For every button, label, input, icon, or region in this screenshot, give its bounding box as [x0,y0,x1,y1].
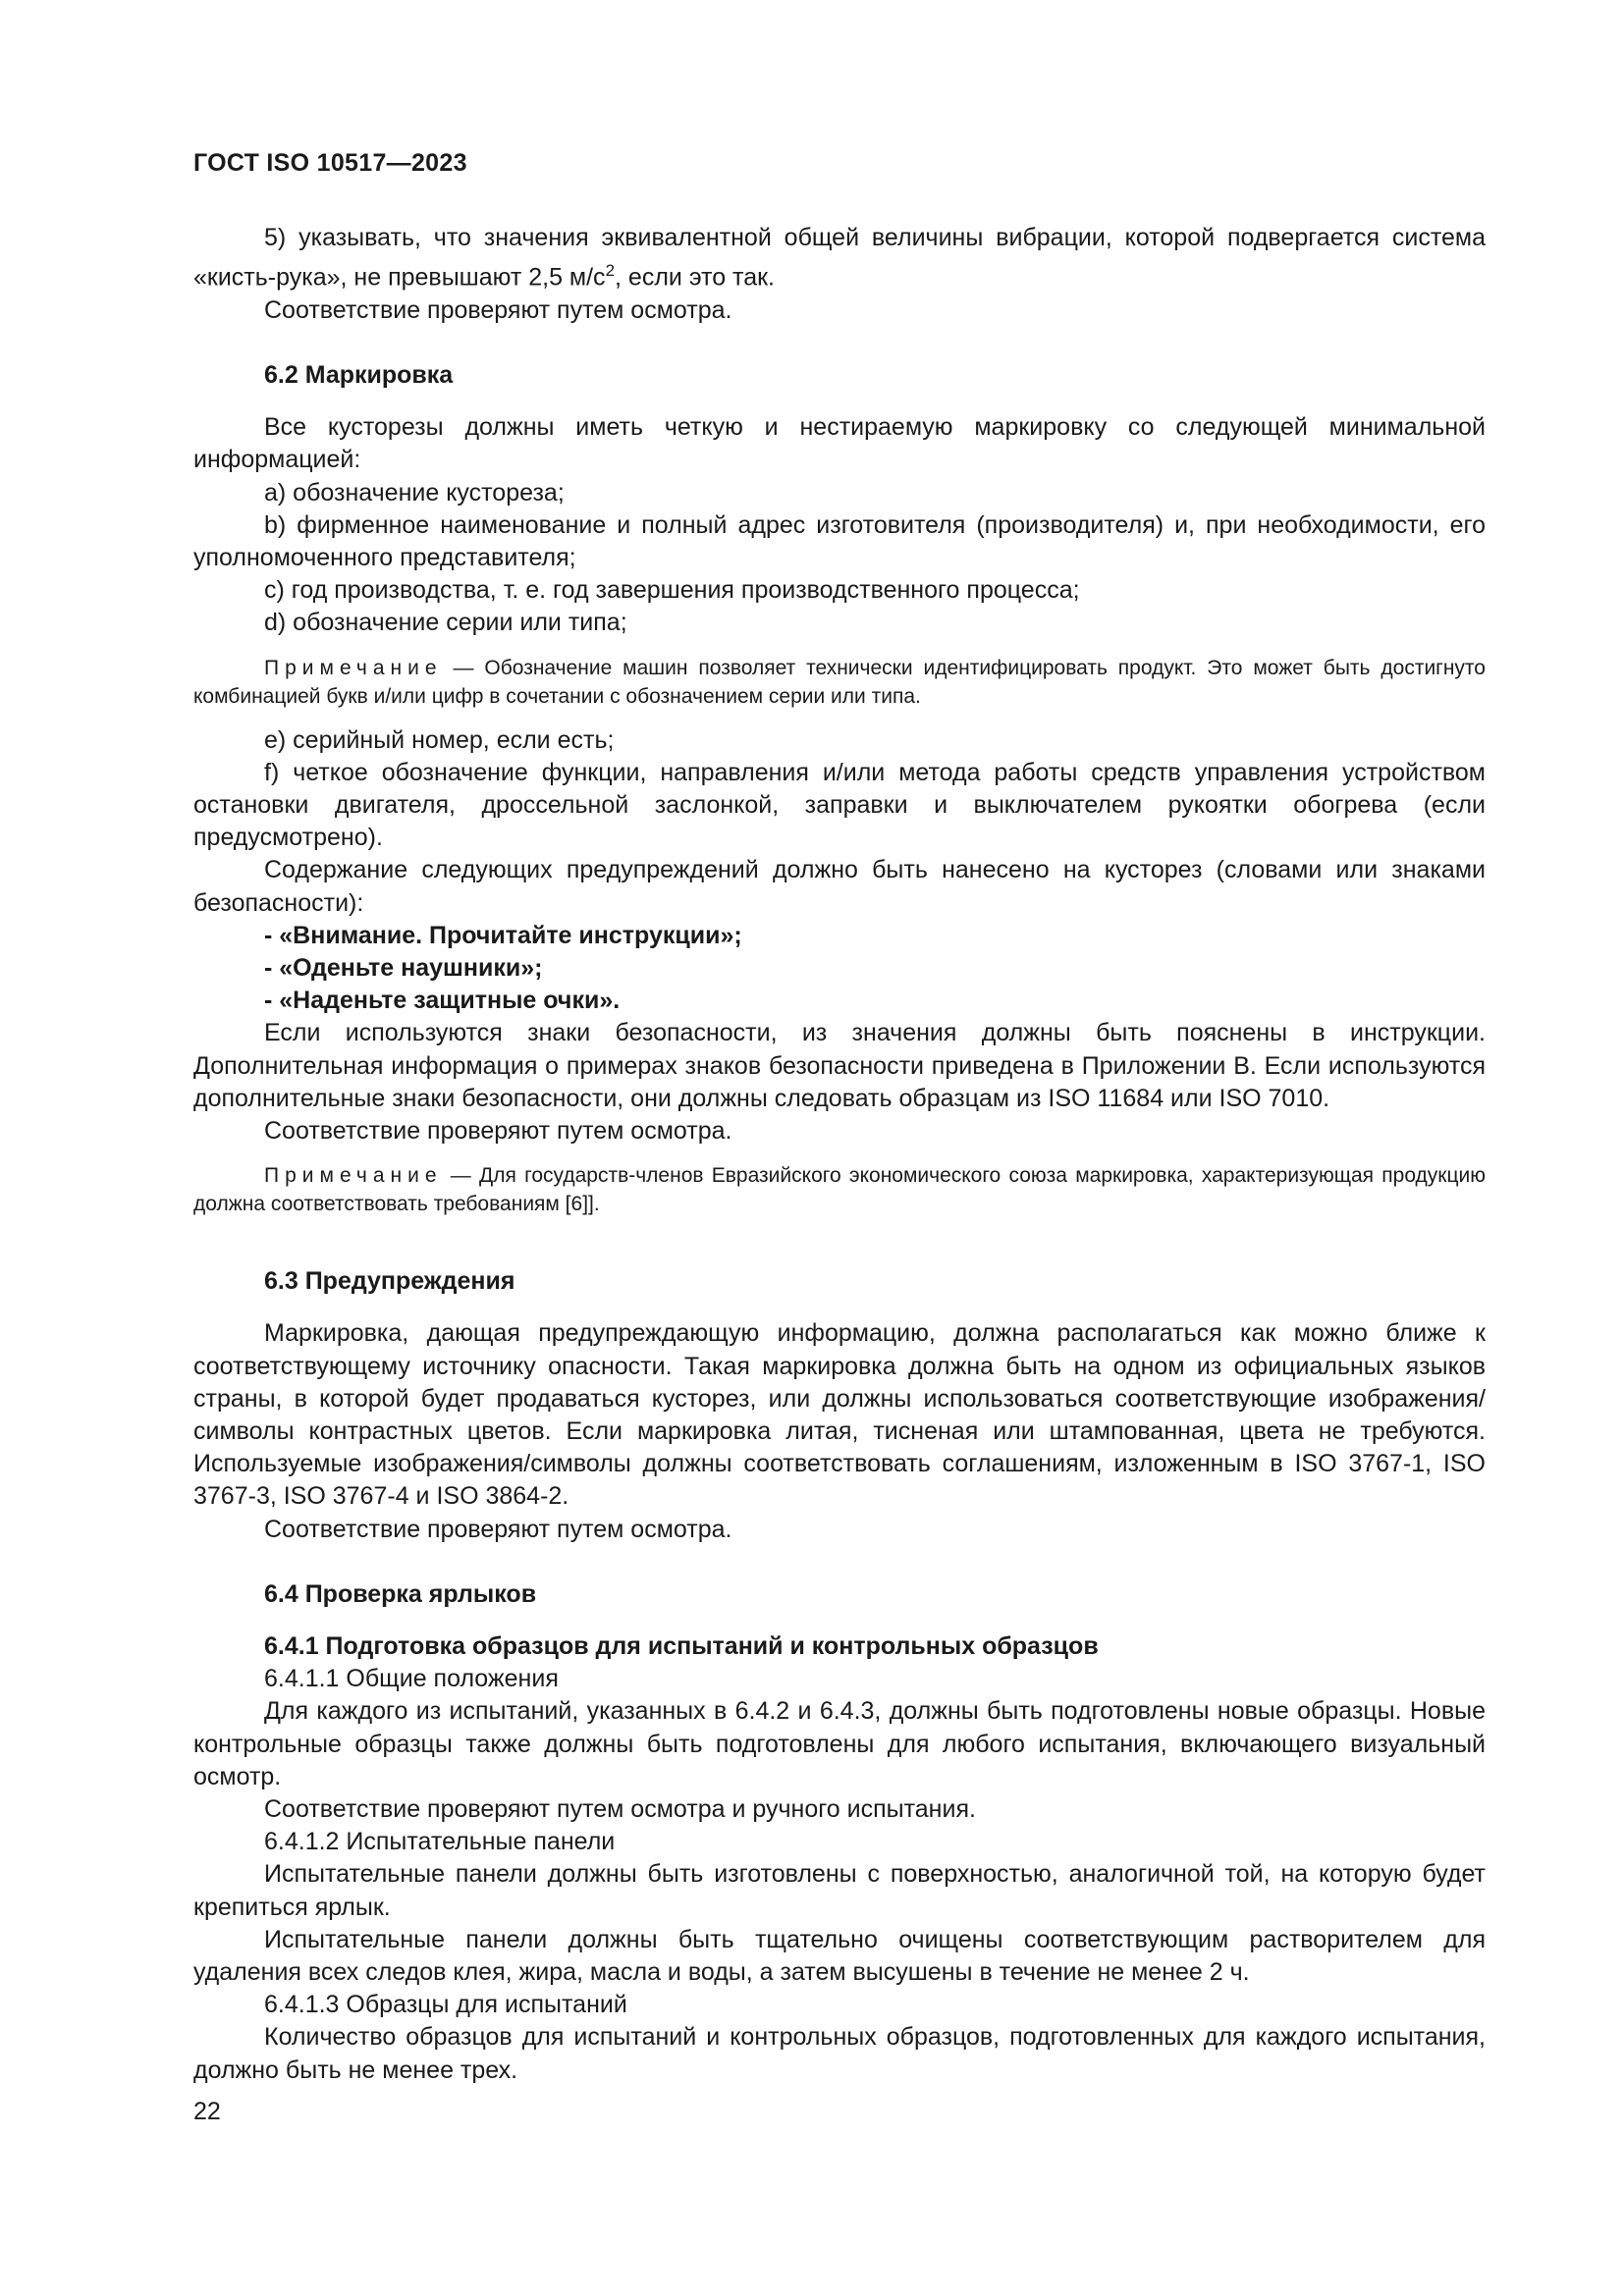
paragraph-warnings-intro: Содержание следующих предупреждений должно быть нанесено на кусторез (словами или знаками безопасности): [193,856,1486,917]
conformity-text: Соответствие проверяют путем осмотра и ручного испытания. [264,1795,976,1824]
paragraph-test-samples: Количество образцов для испытаний и контрольных образцов, подготовленных для каждого испытания, должно быть не менее трех. [193,2023,1486,2084]
section-heading-6-4: 6.4 Проверка ярлыков [264,1579,537,1608]
paragraph-warnings: Маркировка, дающая предупреждающую информацию, должна располагаться как можно ближе к соответствующему источнику опасности. Такая маркировка должна быть на одном из официальных языков страны, в которой будет продаваться кусторез, или должны использоваться соответствующие изображения/символы контрастных цветов. Если маркировка литая, тисненая или штампованная, цвета не требуются. Используемые изображения/символы должны соответствовать соглашениям, изложенным в ISO 3767-1, ISO 3767-3, ISO 3767-4 и ISO 3864-2. [193,1319,1486,1511]
superscript: 2 [605,261,616,281]
note-label: Примечание [264,656,443,679]
page-number: 22 [193,2098,221,2125]
list-item: e) серийный номер, если есть; [264,725,615,754]
warning-item: - «Оденьте наушники»; [264,953,543,982]
list-item: b) фирменное наименование и полный адрес изготовителя (производителя) и, при необходимости, его уполномоченного представителя; [193,510,1486,571]
list-item: c) год производства, т. е. год завершения производственного процесса; [264,576,1080,605]
section-heading-6-2: 6.2 Маркировка [264,360,454,389]
paragraph-test-panels: Испытательные панели должны быть изготовлены с поверхностью, аналогичной той, на которую будет крепиться ярлык. [193,1860,1486,1921]
paragraph-intro: Все кусторезы должны иметь четкую и нестираемую маркировку со следующей минимальной информацией: [193,413,1486,474]
list-item: a) обозначение кустореза; [264,478,565,507]
note-eaeu: Примечание — Для государств-членов Евразийского экономического союза маркировка, характеризующая продукцию должна соответствовать требованиям [6]]. [193,1164,1486,1216]
warning-item: - «Наденьте защитные очки». [264,987,621,1015]
paragraph-test-panels-cleaning: Испытательные панели должны быть тщательно очищены соответствующим растворителем для удаления всех следов клея, жира, масла и воды, а затем высушены в течение не менее 2 ч. [193,1925,1486,1987]
clause-title-6-4-1-3: 6.4.1.3 Образцы для испытаний [264,1991,627,2019]
subsection-heading-6-4-1: 6.4.1 Подготовка образцов для испытаний и контрольных образцов [264,1632,1099,1661]
note-label: Примечание [264,1164,443,1188]
section-heading-6-3: 6.3 Предупреждения [264,1267,515,1296]
clause-title-6-4-1-1: 6.4.1.1 Общие положения [264,1665,559,1693]
conformity-text: Соответствие проверяют путем осмотра. [264,1117,732,1145]
note-marking: Примечание — Обозначение машин позволяет технически идентифицировать продукт. Это может быть достигнуто комбинацией букв и/или цифр в сочетании с обозначением серии или типа. [193,656,1486,708]
list-item: f) четкое обозначение функции, направления и/или метода работы средств управления устройством остановки двигателя, дроссельной заслонкой, заправки и выключателем рукоятки обогрева (если предусмотрено). [193,758,1486,852]
paragraph-vibration: 5) указывать, что значения эквивалентной общей величины вибрации, которой подвергается система «кисть-рука», не превышают 2,5 $м/с^2$, если это так. [193,224,1486,292]
document-header: ГОСТ ISO 10517—2023 [193,149,467,177]
conformity-text: Соответствие проверяют путем осмотра. [264,1515,732,1543]
warning-item: - «Внимание. Прочитайте инструкции»; [264,921,742,949]
paragraph-safety-signs: Если используются знаки безопасности, из значения должны быть пояснены в инструкции. Дополнительная информация о примерах знаков безопасности приведена в Приложении В. Если используются дополнительные знаки безопасности, они должны следовать образцам из ISO 11684 или ISO 7010. [193,1019,1486,1112]
conformity-text: Соответствие проверяют путем осмотра. [264,295,732,324]
page-content [193,222,1486,2087]
clause-title-6-4-1-2: 6.4.1.2 Испытательные панели [264,1828,616,1856]
list-item: d) обозначение серии или типа; [264,609,627,637]
paragraph-general: Для каждого из испытаний, указанных в 6.4.2 и 6.4.3, должны быть подготовлены новые образцы. Новые контрольные образцы также должны быть подготовлены для любого испытания, включающего визуальный осмотр. [193,1697,1486,1790]
